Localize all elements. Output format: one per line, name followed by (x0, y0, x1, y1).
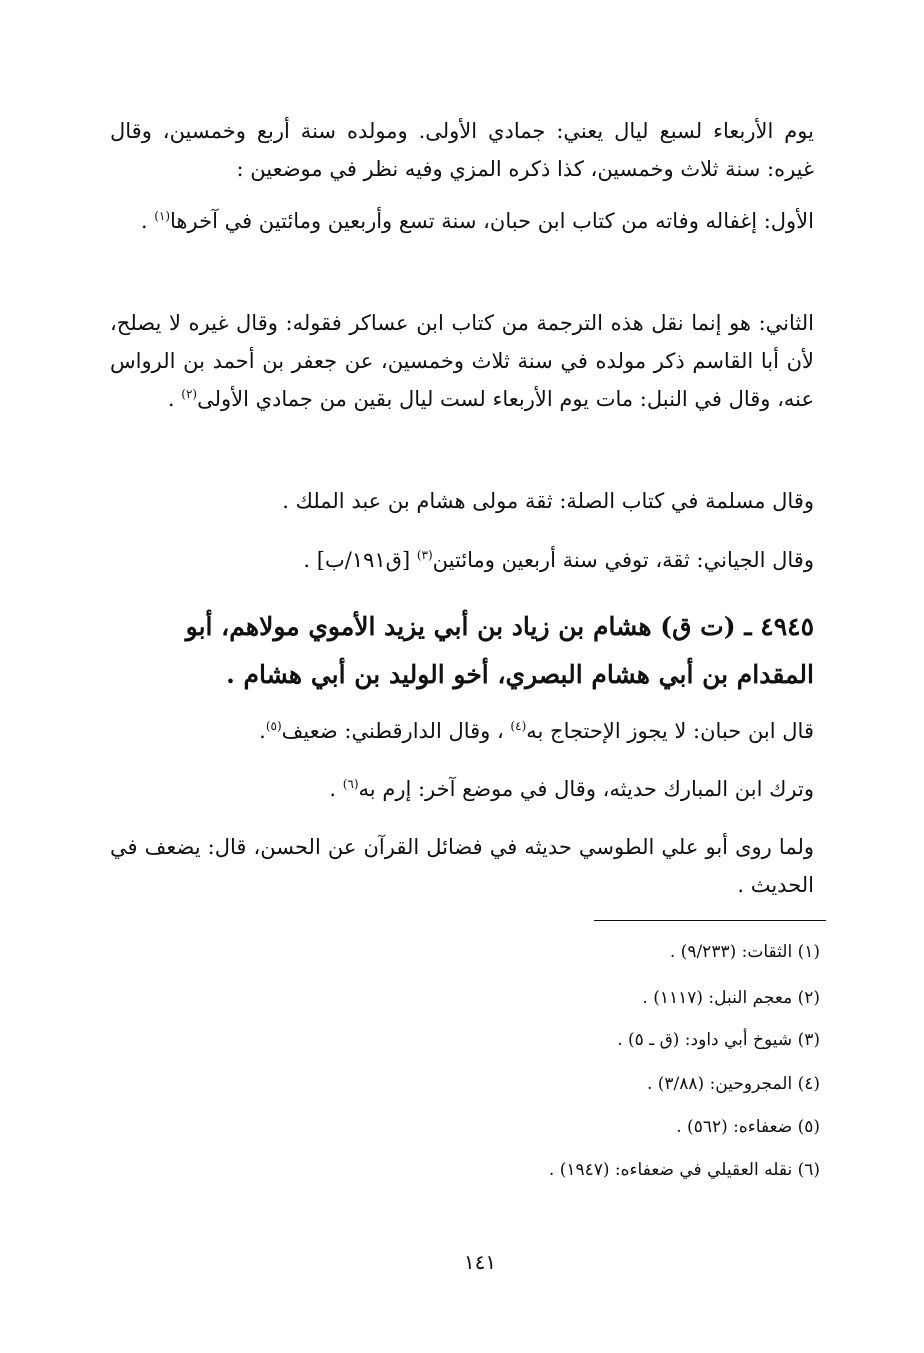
paragraph-ibn-mubarak (110, 770, 814, 808)
footnote-5: (٥) ضعفاءه: (٥٦٢) . (676, 1117, 820, 1137)
paragraph-end: [ق١٩١/ب] . (303, 548, 417, 572)
footnote-3: (٣) شيوخ أبي داود: (ق ـ ٥) . (617, 1030, 820, 1050)
paragraph-end: . (259, 719, 266, 743)
footnote-ref-5: (٥) (265, 719, 282, 733)
paragraph-text: وقال الجياني: ثقة، توفي سنة أربعين ومائتين (432, 548, 814, 572)
paragraph-end: . (167, 387, 182, 411)
paragraph-text: يوم الأربعاء لسبع ليال يعني: جمادي الأولى. ومولده سنة أربع وخمسين، وقال غيره: سنة ثلاث وخمسين، كذا ذكره المزي وفيه نظر في موضعين : (110, 119, 814, 181)
paragraph-text: الأول: إغفاله وفاته من كتاب ابن حبان، سنة تسع وأربعين ومائتين في آخرها (170, 209, 814, 233)
paragraph-maslama (110, 482, 814, 520)
paragraph-end: . (140, 209, 155, 233)
paragraph-text: وقال مسلمة في كتاب الصلة: ثقة مولى هشام بن عبد الملك . (282, 489, 814, 513)
footnote-ref-3: (٣) (416, 548, 433, 562)
footnote-1: (١) الثقات: (٩/٢٣٣) . (669, 942, 820, 962)
page-number: ١٤١ (463, 1250, 497, 1274)
footnote-6: (٦) نقله العقيلي في ضعفاءه: (١٩٤٧) . (548, 1160, 820, 1180)
paragraph-end: . (329, 777, 343, 801)
paragraph-jayyani (110, 541, 814, 579)
footnote-separator (594, 920, 826, 921)
footnote-ref-1: (١) (154, 209, 171, 223)
paragraph-text: ولما روى أبو علي الطوسي حديثه في فضائل القرآن عن الحسن، قال: يضعف في الحديث . (110, 835, 814, 897)
footnote-ref-6: (٦) (342, 777, 359, 791)
footnote-2: (٢) معجم النبل: (١١١٧) . (642, 988, 820, 1008)
paragraph-birth-dates (110, 112, 814, 188)
entry-heading-4945: ٤٩٤٥ ـ (ت ق) هشام بن زياد بن أبي يزيد الأموي مولاهم، أبو المقدام بن أبي هشام البصري، أخو الوليد بن أبي هشام . (185, 612, 814, 689)
paragraph-text: قال ابن حبان: لا يجوز الإحتجاج به (526, 719, 814, 743)
paragraph-ibn-hibban (110, 712, 814, 750)
paragraph-text: وترك ابن المبارك حديثه، وقال في موضع آخر: إرم به (358, 777, 814, 801)
paragraph-second-point (110, 304, 814, 418)
footnote-ref-4: (٤) (510, 719, 527, 733)
paragraph-first-point (110, 202, 814, 240)
footnote-4: (٤) المجروحين: (٣/٨٨) . (646, 1074, 820, 1094)
paragraph-text: الثاني: هو إنما نقل هذه الترجمة من كتاب ابن عساكر فقوله: وقال غيره لا يصلح، لأن أبا القاسم ذكر مولده في سنة ثلاث وخمسين، عن جعفر بن أحمد بن الرواس عنه، وقال في النبل: مات يوم الأربعاء لست ليال بقين من جمادي الأولى (110, 311, 814, 411)
paragraph-text: ، وقال الدارقطني: ضعيف (281, 719, 511, 743)
paragraph-tusi (110, 828, 814, 904)
footnote-ref-2: (٢) (181, 387, 198, 401)
